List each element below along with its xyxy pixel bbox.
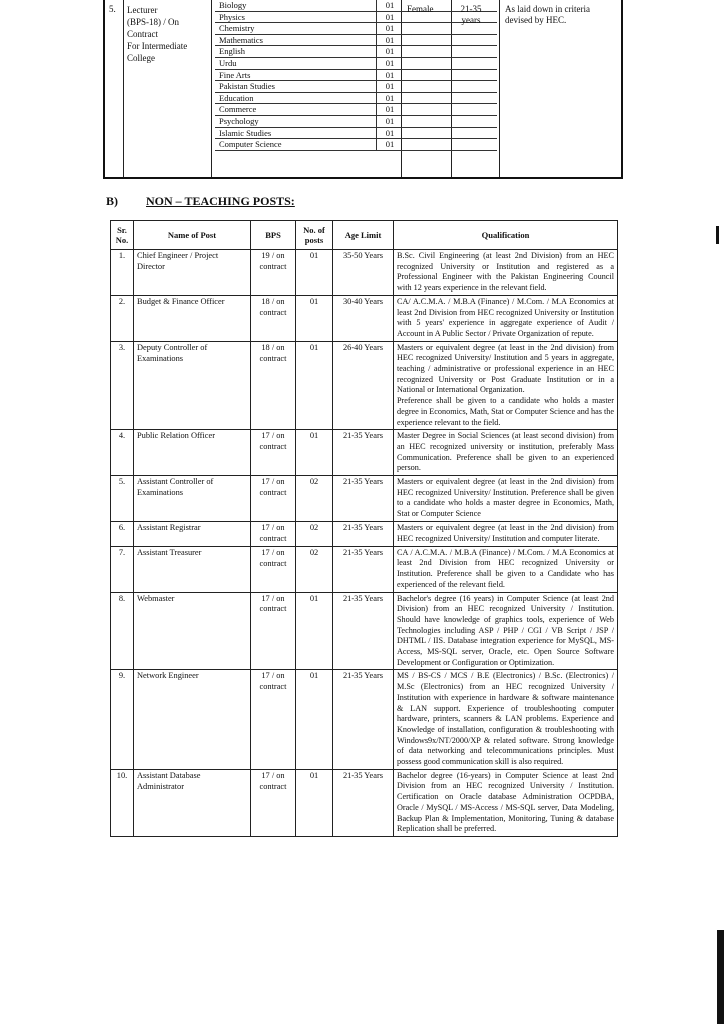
row-qualification <box>394 769 618 836</box>
row-age-limit: 21-35 Years <box>333 430 394 476</box>
row-sr: 9. <box>111 670 134 769</box>
subject-posts: 01 <box>376 35 403 46</box>
section-label: B) <box>106 194 118 208</box>
row-sr: 7. <box>111 546 134 592</box>
subject-row <box>215 93 497 105</box>
subject-name: Mathematics <box>219 34 263 45</box>
subject-row <box>215 116 497 128</box>
row-posts: 02 <box>296 476 333 522</box>
subject-name: Pakistan Studies <box>219 81 275 92</box>
row-qualification <box>394 341 618 430</box>
subject-row <box>215 70 497 82</box>
row-qualification <box>394 430 618 476</box>
top-row-gender: Female <box>407 4 434 14</box>
top-row-post-line: Contract <box>127 29 158 39</box>
qualification-paragraph: Masters or equivalent degree (at least in the 2nd division) from HEC recognized University/ Institution and computer literate. <box>397 522 614 543</box>
row-sr: 5. <box>111 476 134 522</box>
subject-name: Biology <box>219 0 247 10</box>
qualification-paragraph: Masters or equivalent degree (at least in the 2nd division) from HEC recognized University/ Institution. Preference shall be given to a candidate who holds a master degree in Economics, Math, Stat or Computer Science <box>397 477 614 519</box>
row-posts: 01 <box>296 341 333 430</box>
top-row-post-name <box>127 4 207 64</box>
row-bps: 17 / on contract <box>251 521 296 546</box>
row-post-name: Deputy Controller of Examinations <box>134 341 251 430</box>
scan-edge-mark <box>716 226 719 244</box>
qualification-paragraph: Bachelor degree (16-years) in Computer Science at least 2nd Division from an HEC recognized University / Institution. Certification on Oracle database Administration OCPDBA, Oracle / MySQL / MS-Access / MS-SQL server, Data Modeling, Backup Plan & Implementation, Monitoring, Tuning & database Replication shall be preferred. <box>397 770 614 834</box>
row-posts: 01 <box>296 250 333 296</box>
row-posts: 02 <box>296 521 333 546</box>
top-row-criteria: As laid down in criteria devised by HEC. <box>505 4 590 25</box>
row-age-limit: 26-40 Years <box>333 341 394 430</box>
column-divider <box>211 0 212 177</box>
row-bps: 17 / on contract <box>251 430 296 476</box>
subject-row <box>215 104 497 116</box>
row-post-name: Network Engineer <box>134 670 251 769</box>
row-sr: 2. <box>111 295 134 341</box>
row-age-limit: 21-35 Years <box>333 546 394 592</box>
row-bps: 17 / on contract <box>251 592 296 670</box>
row-posts: 01 <box>296 670 333 769</box>
subject-name: Psychology <box>219 115 259 126</box>
header-age: Age Limit <box>333 221 394 250</box>
row-bps: 17 / on contract <box>251 670 296 769</box>
row-sr: 3. <box>111 341 134 430</box>
subject-posts: 01 <box>376 104 403 115</box>
subject-posts: 01 <box>376 128 403 139</box>
row-bps: 17 / on contract <box>251 546 296 592</box>
row-bps: 19 / on contract <box>251 250 296 296</box>
table-row <box>111 670 618 769</box>
row-post-name: Chief Engineer / Project Director <box>134 250 251 296</box>
table-row <box>111 295 618 341</box>
row-qualification <box>394 670 618 769</box>
row-qualification <box>394 592 618 670</box>
row-qualification <box>394 521 618 546</box>
header-name: Name of Post <box>134 221 251 250</box>
row-post-name: Webmaster <box>134 592 251 670</box>
top-row-age <box>455 4 487 26</box>
subject-name: Chemistry <box>219 23 255 34</box>
subject-row <box>215 128 497 140</box>
subject-posts: 01 <box>376 0 403 11</box>
top-row-post-line: For Intermediate <box>127 41 188 51</box>
row-qualification <box>394 295 618 341</box>
row-qualification <box>394 250 618 296</box>
row-sr: 8. <box>111 592 134 670</box>
qualification-paragraph: Bachelor's degree (16 years) in Computer Science (at least 2nd Division) from an HEC recognized University / Institution. Should have knowledge of graphics tools, experience of Web Technologies including ASP / PHP / CGI / VB Script / JSP / DHTML / IIS. Database integration experience for MySQL, MS-Access, MS-SQL server, Oracle, etc. Open Source Software Development or Configuration or Optimization. <box>397 593 614 667</box>
top-row-sr: 5. <box>109 4 116 14</box>
row-post-name: Assistant Registrar <box>134 521 251 546</box>
table-row <box>111 250 618 296</box>
row-post-name: Budget & Finance Officer <box>134 295 251 341</box>
row-age-limit: 35-50 Years <box>333 250 394 296</box>
header-posts: No. of posts <box>296 221 333 250</box>
qualification-paragraph: CA/ A.C.M.A. / M.B.A (Finance) / M.Com. / M.A Economics at least 2nd Division from HEC recognized University or Institution with 5 years' experience in aggregate experience of Audit / Account in A Public Sector / Private Organization of repute. <box>397 296 614 338</box>
row-posts: 01 <box>296 592 333 670</box>
header-sr: Sr. No. <box>111 221 134 250</box>
subject-row <box>215 58 497 70</box>
row-sr: 6. <box>111 521 134 546</box>
row-age-limit: 21-35 Years <box>333 769 394 836</box>
section-heading <box>106 194 295 209</box>
subject-name: Education <box>219 92 254 103</box>
row-post-name: Public Relation Officer <box>134 430 251 476</box>
subject-posts: 01 <box>376 93 403 104</box>
column-divider <box>499 0 500 177</box>
subject-name: Islamic Studies <box>219 127 272 138</box>
subject-name: Fine Arts <box>219 69 251 80</box>
subject-posts: 01 <box>376 70 403 81</box>
subject-posts: 01 <box>376 12 403 23</box>
teaching-posts-table <box>103 0 623 179</box>
qualification-paragraph: B.Sc. Civil Engineering (at least 2nd Division) from an HEC recognized University or Institution and registered as a Professional Engineer with the Pakistan Engineering Council with 12 years experience in the relevant field. <box>397 251 614 293</box>
qualification-paragraph: Preference shall be given to a candidate who holds a master degree in Economics, Math, Stat or Computer Science and has the experience relevant to the field. <box>397 396 614 427</box>
scan-edge-mark <box>717 930 724 1024</box>
row-post-name: Assistant Database Administrator <box>134 769 251 836</box>
row-qualification <box>394 476 618 522</box>
subject-row <box>215 35 497 47</box>
header-bps: BPS <box>251 221 296 250</box>
subject-name: Urdu <box>219 57 237 68</box>
table-row <box>111 546 618 592</box>
row-bps: 18 / on contract <box>251 295 296 341</box>
row-posts: 01 <box>296 295 333 341</box>
subject-row <box>215 139 497 151</box>
row-age-limit: 30-40 Years <box>333 295 394 341</box>
row-bps: 18 / on contract <box>251 341 296 430</box>
table-row <box>111 476 618 522</box>
row-qualification <box>394 546 618 592</box>
subject-name: Physics <box>219 11 245 22</box>
row-age-limit: 21-35 Years <box>333 670 394 769</box>
subject-posts: 01 <box>376 23 403 34</box>
top-row-age-line: 21-35 <box>460 4 482 14</box>
subject-row <box>215 46 497 58</box>
qualification-paragraph: Master Degree in Social Sciences (at least second division) from an HEC recognized university or institution, preferably Mass Communication. Preference shall be given to an experienced person. <box>397 431 614 473</box>
qualification-paragraph: Masters or equivalent degree (at least in the 2nd division) from HEC recognized University/ Institution and 5 years in aggregate, teaching / administrative or professional experience in an HEC recognized University or Post Graduate Institution or in a National or International Organization. <box>397 342 614 395</box>
subject-posts: 01 <box>376 139 403 150</box>
row-age-limit: 21-35 Years <box>333 592 394 670</box>
top-row-post-line: (BPS-18) / On <box>127 17 180 27</box>
subject-posts: 01 <box>376 81 403 92</box>
table-row <box>111 769 618 836</box>
subject-name: English <box>219 46 245 57</box>
row-age-limit: 21-35 Years <box>333 521 394 546</box>
row-bps: 17 / on contract <box>251 476 296 522</box>
row-sr: 1. <box>111 250 134 296</box>
row-age-limit: 21-35 Years <box>333 476 394 522</box>
header-qualification: Qualification <box>394 221 618 250</box>
row-sr: 4. <box>111 430 134 476</box>
row-post-name: Assistant Treasurer <box>134 546 251 592</box>
top-row-post-line: Lecturer <box>127 5 158 15</box>
top-row-post-line: College <box>127 53 155 63</box>
table-body <box>111 250 618 837</box>
table-row <box>111 341 618 430</box>
subject-name: Computer Science <box>219 139 282 150</box>
subject-posts: 01 <box>376 58 403 69</box>
top-row-age-line: years <box>461 15 481 25</box>
row-bps: 17 / on contract <box>251 769 296 836</box>
table-header-row <box>111 221 618 250</box>
row-sr: 10. <box>111 769 134 836</box>
row-posts: 01 <box>296 430 333 476</box>
table-row <box>111 521 618 546</box>
column-divider <box>123 0 124 177</box>
qualification-paragraph: MS / BS-CS / MCS / B.E (Electronics) / B.Sc. (Electronics) / M.Sc (Electronics) from an HEC recognized University / Institution with experience in hardware & software maintenance & LAN support. Experience of troubleshooting computer hardware, printers, scanners & LAN problems. Experience and Knowledge of installation, configuration & troubleshooting with Windows9x/NT/2000/XP & related software. Strong knowledge of data networking and telecommunications principles. Must possess good communication skill is also required. <box>397 671 614 767</box>
table-row <box>111 592 618 670</box>
row-posts: 01 <box>296 769 333 836</box>
row-posts: 02 <box>296 546 333 592</box>
subject-posts: 01 <box>376 116 403 127</box>
section-title: NON – TEACHING POSTS: <box>146 194 295 208</box>
non-teaching-posts-table <box>110 220 618 837</box>
subject-posts: 01 <box>376 46 403 57</box>
qualification-paragraph: CA / A.C.M.A. / M.B.A (Finance) / M.Com. / M.A Economics at least 2nd Division from HEC recognized University or Institution. Preference shall be given to a Candidate who has experienced of the relevant field. <box>397 547 614 589</box>
row-post-name: Assistant Controller of Examinations <box>134 476 251 522</box>
table-row <box>111 430 618 476</box>
subject-name: Commerce <box>219 104 257 115</box>
subject-row <box>215 81 497 93</box>
